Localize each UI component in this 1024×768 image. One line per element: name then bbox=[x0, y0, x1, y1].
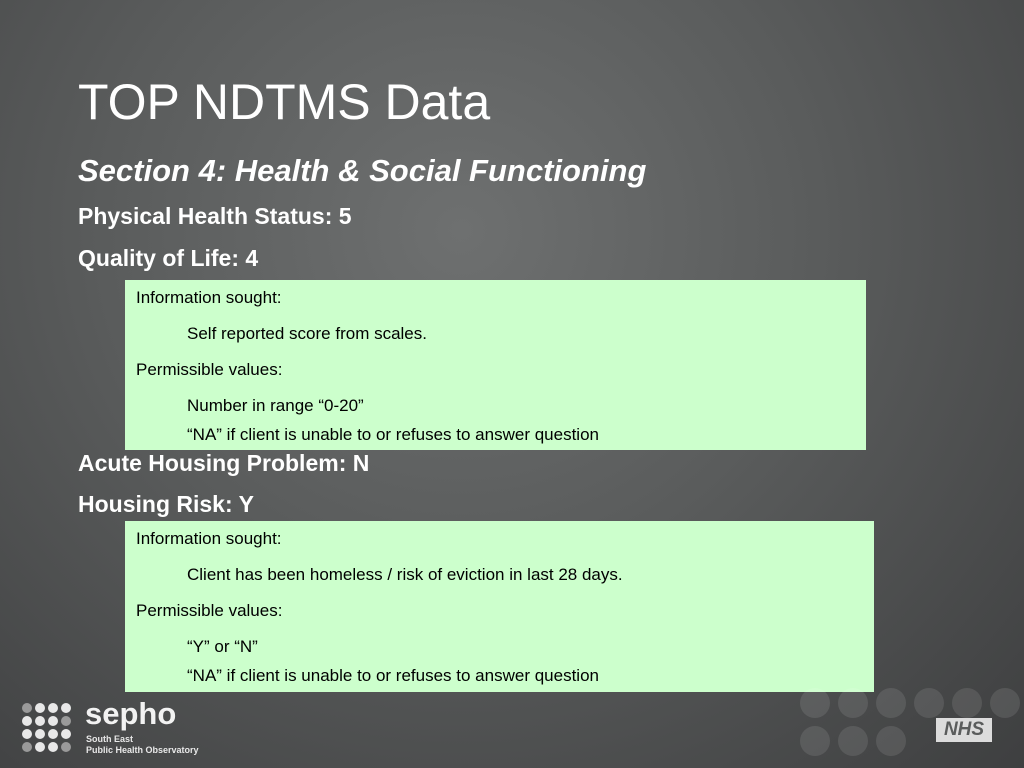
info-sought-text: Self reported score from scales. bbox=[187, 324, 427, 343]
logo-subtitle-2: Public Health Observatory bbox=[86, 745, 199, 755]
logo-subtitle-1: South East bbox=[86, 734, 134, 744]
housing-info-box bbox=[125, 521, 874, 692]
nhs-logo: NHS bbox=[936, 718, 992, 742]
permissible-value-1: Number in range “0-20” bbox=[187, 396, 364, 415]
permissible-values-label: Permissible values: bbox=[136, 360, 283, 379]
sepho-logo bbox=[22, 696, 222, 760]
page-title: TOP NDTMS Data bbox=[78, 74, 491, 130]
acute-housing-problem: Acute Housing Problem: N bbox=[78, 450, 370, 476]
quality-info-box bbox=[125, 280, 866, 450]
physical-health-status: Physical Health Status: 5 bbox=[78, 203, 352, 229]
permissible-value-1: “Y” or “N” bbox=[187, 637, 258, 656]
housing-risk: Housing Risk: Y bbox=[78, 491, 254, 517]
info-sought-label: Information sought: bbox=[136, 288, 282, 307]
permissible-values-label: Permissible values: bbox=[136, 601, 283, 620]
info-sought-label: Information sought: bbox=[136, 529, 282, 548]
section-subtitle: Section 4: Health & Social Functioning bbox=[78, 153, 647, 188]
permissible-value-2: “NA” if client is unable to or refuses to answer question bbox=[187, 425, 599, 444]
quality-of-life: Quality of Life: 4 bbox=[78, 245, 259, 271]
logo-name: sepho bbox=[85, 696, 177, 731]
permissible-value-2: “NA” if client is unable to or refuses to answer question bbox=[187, 666, 599, 685]
info-sought-text: Client has been homeless / risk of eviction in last 28 days. bbox=[187, 565, 623, 584]
logo-dots-icon bbox=[22, 703, 71, 752]
